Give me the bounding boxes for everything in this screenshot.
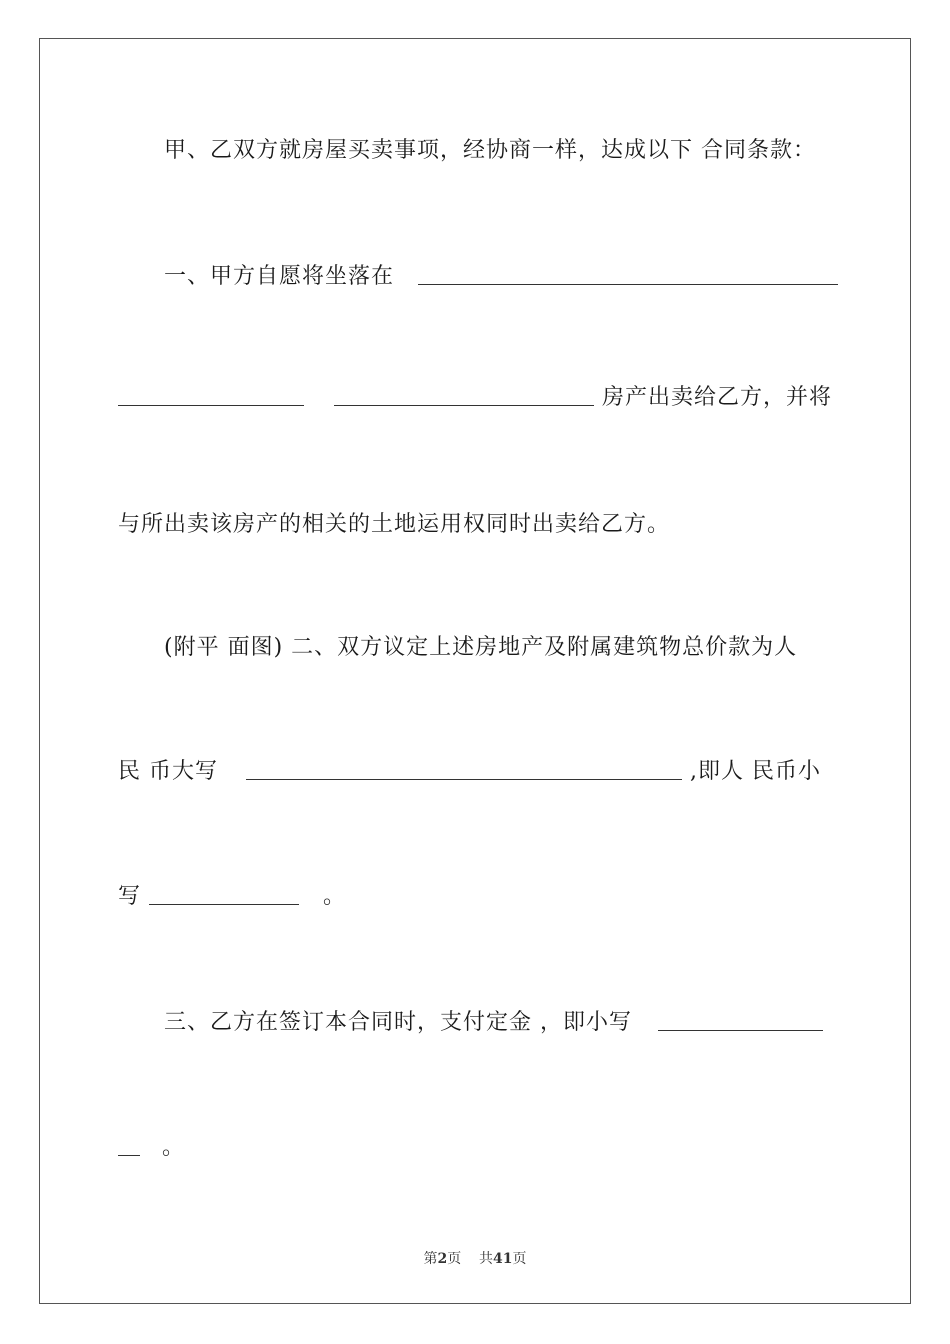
clause-2-line-1 — [118, 633, 832, 663]
total-label-post: 页 — [512, 1251, 527, 1267]
price-capital-label: 民 币大写 — [118, 759, 218, 784]
price-small-blank[interactable] — [149, 882, 299, 905]
clause-3-text: 三、乙方在签订本合同时，支付定金 ，即小写 — [164, 1010, 632, 1035]
clause-2-line-2 — [118, 757, 832, 787]
location-blank-3[interactable] — [334, 383, 594, 406]
clause-intro-text: 甲、乙双方就房屋买卖事项，经协商一样，达成以下 合同条款： — [164, 138, 816, 163]
clause-3-line-1 — [118, 1008, 832, 1038]
price-capital-blank[interactable] — [246, 757, 682, 780]
period-mark: 。 — [323, 884, 347, 909]
clause-3-line-2 — [118, 1133, 832, 1163]
deposit-blank-2[interactable] — [118, 1133, 140, 1156]
clause-2-line-3 — [118, 882, 832, 912]
clause-1-text: 一、甲方自愿将坐落在 — [164, 264, 395, 289]
price-small-prefix: 写 — [118, 884, 142, 909]
period-mark-2: 。 — [162, 1135, 186, 1160]
clause-2-text: (附平 面图) 二、双方议定上述房地产及附属建筑物总价款为人 — [164, 635, 798, 660]
total-pages: 41 — [493, 1251, 513, 1267]
location-blank[interactable] — [418, 262, 838, 285]
page-border — [39, 38, 911, 1304]
clause-intro — [118, 136, 832, 166]
page-number: 2 — [437, 1251, 448, 1267]
clause-1-line-1 — [118, 262, 832, 292]
page-label-pre: 第 — [423, 1251, 438, 1267]
deposit-blank[interactable] — [658, 1008, 823, 1031]
clause-1-land-text: 与所出卖该房产的相关的土地运用权同时出卖给乙方。 — [118, 512, 671, 537]
location-blank-2[interactable] — [118, 383, 304, 406]
clause-1-line-3 — [118, 510, 832, 540]
page-footer — [0, 1248, 950, 1268]
clause-1-suffix: 房产出卖给乙方，并将 — [602, 385, 833, 410]
price-small-label: ,即人 民币小 — [690, 759, 821, 784]
total-label-pre: 共 — [479, 1251, 494, 1267]
clause-1-line-2 — [118, 383, 832, 413]
page-label-mid: 页 — [447, 1251, 462, 1267]
